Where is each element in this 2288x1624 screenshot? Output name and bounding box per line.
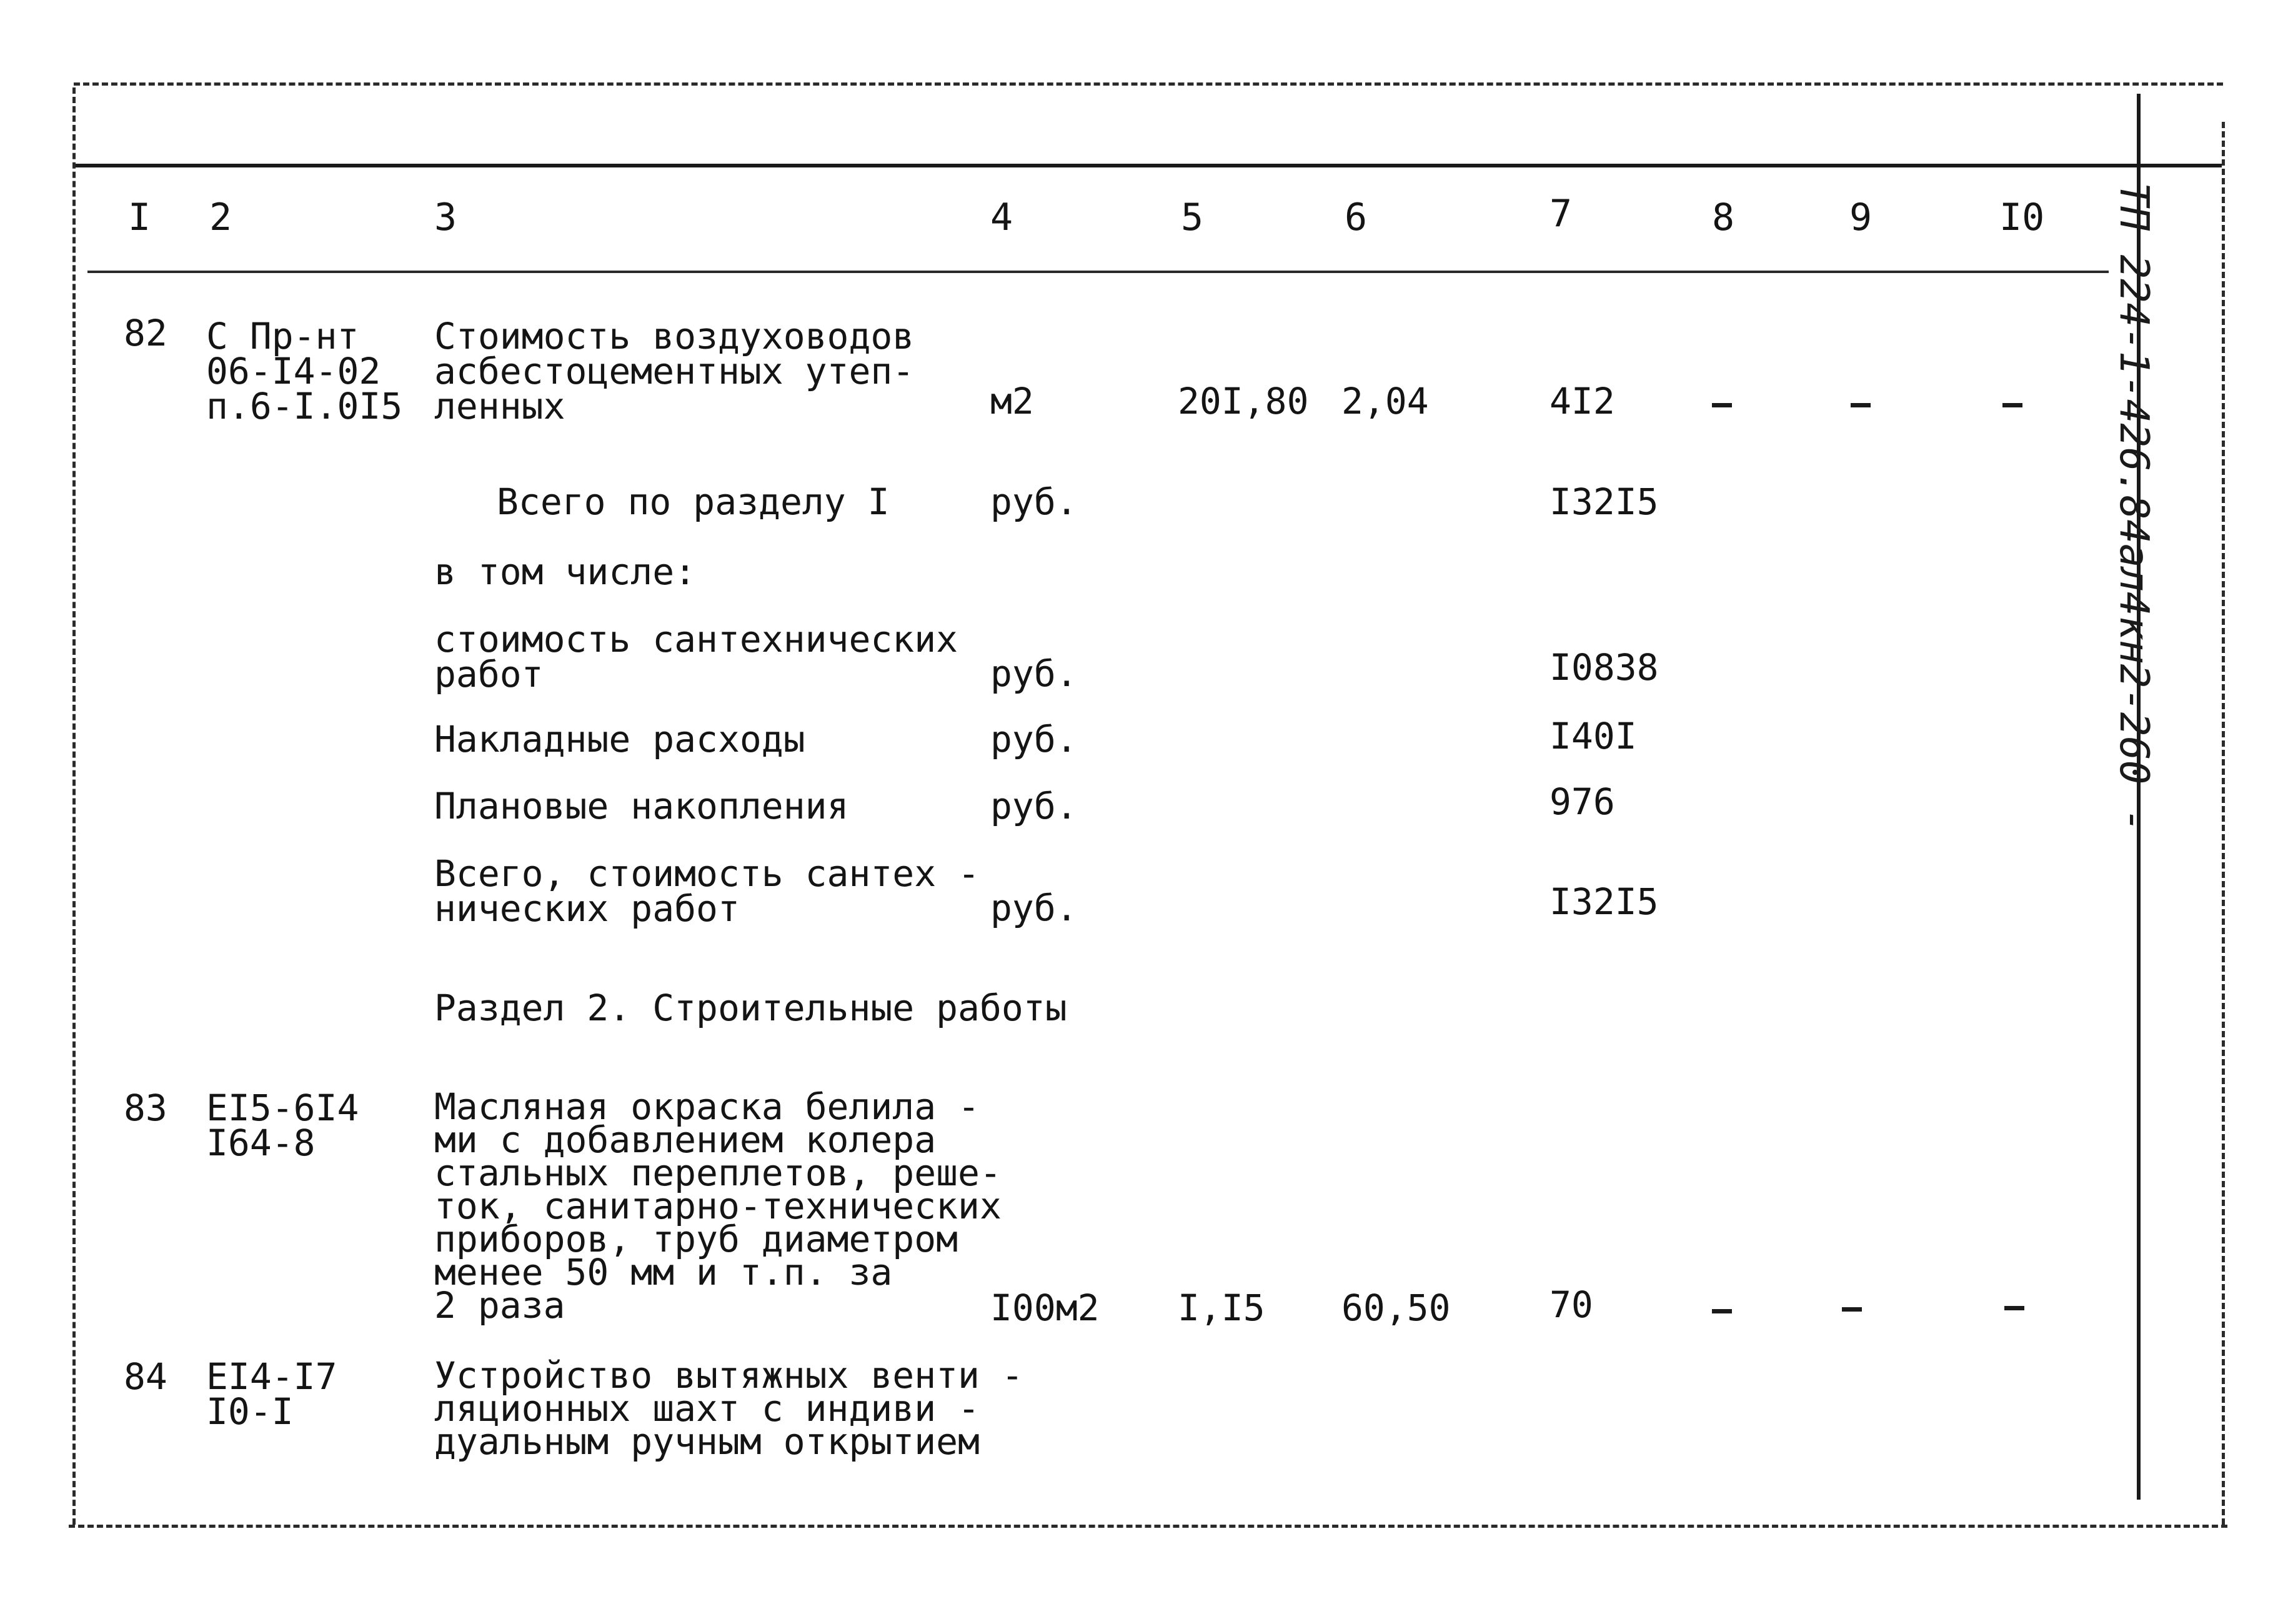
- total-plumbing-unit: руб.: [990, 887, 1078, 929]
- frame-right-border: [2222, 122, 2225, 1525]
- row-82-unit: м2: [990, 380, 1034, 422]
- row-83-code: ЕI5-6I4 I64-8: [206, 1087, 359, 1164]
- plumbing-works-label: стоимость сантехнических работ: [434, 618, 958, 695]
- column-header-2: 2: [209, 196, 232, 239]
- section-2-heading: Раздел 2. Строительные работы: [434, 987, 1067, 1029]
- column-header-5: 5: [1181, 196, 1204, 239]
- frame-bottom-border: [69, 1525, 2227, 1528]
- total-plumbing-label: Всего, стоимость сантех - нических работ: [434, 852, 980, 930]
- overhead-value: I40I: [1549, 715, 1637, 757]
- document-code-vertical: ТП 224-1-426.84ал4кн2-260 -: [2111, 182, 2157, 833]
- row-83-quantity: I,I5: [1178, 1287, 1265, 1329]
- column-header-4: 4: [990, 196, 1013, 239]
- row-84-number: 84: [124, 1355, 167, 1398]
- row-82-code: С Пр-нт 06-I4-02 п.6-I.0I5: [206, 315, 403, 427]
- frame-left-border: [72, 87, 76, 1525]
- row-83-price: 60,50: [1341, 1287, 1451, 1329]
- frame-header-top-rule: [74, 164, 2222, 167]
- total-section-1-label: Всего по разделу I: [497, 481, 890, 523]
- total-plumbing-value: I32I5: [1549, 880, 1659, 923]
- total-section-1-unit: руб.: [990, 481, 1078, 523]
- column-header-7: 7: [1549, 192, 1573, 236]
- column-header-8: 8: [1712, 196, 1735, 239]
- row-84-code: ЕI4-I7 I0-I: [206, 1355, 337, 1433]
- row-82-quantity: 20I,80: [1178, 380, 1309, 422]
- total-section-1-value: I32I5: [1549, 481, 1659, 523]
- row-84-description: Устройство вытяжных венти - ляционных шахт с индиви - дуальным ручным открытием: [434, 1354, 1023, 1463]
- planned-savings-value: 976: [1549, 780, 1615, 823]
- row-82-total: 4I2: [1549, 380, 1615, 422]
- frame-header-bottom-rule: [87, 271, 2109, 273]
- row-83-unit: I00м2: [990, 1287, 1100, 1329]
- row-82-description: Стоимость воздуховодов асбестоцементных утеп- ленных: [434, 315, 915, 427]
- planned-savings-label: Плановые накопления: [434, 785, 849, 827]
- planned-savings-unit: руб.: [990, 785, 1078, 827]
- including-label: в том числе:: [434, 550, 697, 593]
- row-83-total: 70: [1549, 1283, 1593, 1326]
- overhead-unit: руб.: [990, 718, 1078, 760]
- row-83-description: Масляная окраска белила - ми с добавлением колера стальных переплетов, реше- ток, санитарно-технических приборов, труб диаметром менее 50 мм и т.п. за 2 раза: [434, 1085, 1002, 1327]
- column-header-9: 9: [1849, 196, 1873, 239]
- column-header-6: 6: [1345, 196, 1368, 239]
- plumbing-works-value: I0838: [1549, 646, 1659, 689]
- column-header-1: I: [128, 196, 151, 239]
- overhead-label: Накладные расходы: [434, 718, 805, 760]
- row-83-number: 83: [124, 1087, 167, 1129]
- column-header-3: 3: [434, 196, 457, 239]
- plumbing-works-unit: руб.: [990, 652, 1078, 695]
- frame-top-border: [74, 82, 2223, 86]
- column-header-10: I0: [1999, 196, 2045, 239]
- row-82-price: 2,04: [1341, 380, 1429, 422]
- row-82-number: 82: [124, 312, 167, 354]
